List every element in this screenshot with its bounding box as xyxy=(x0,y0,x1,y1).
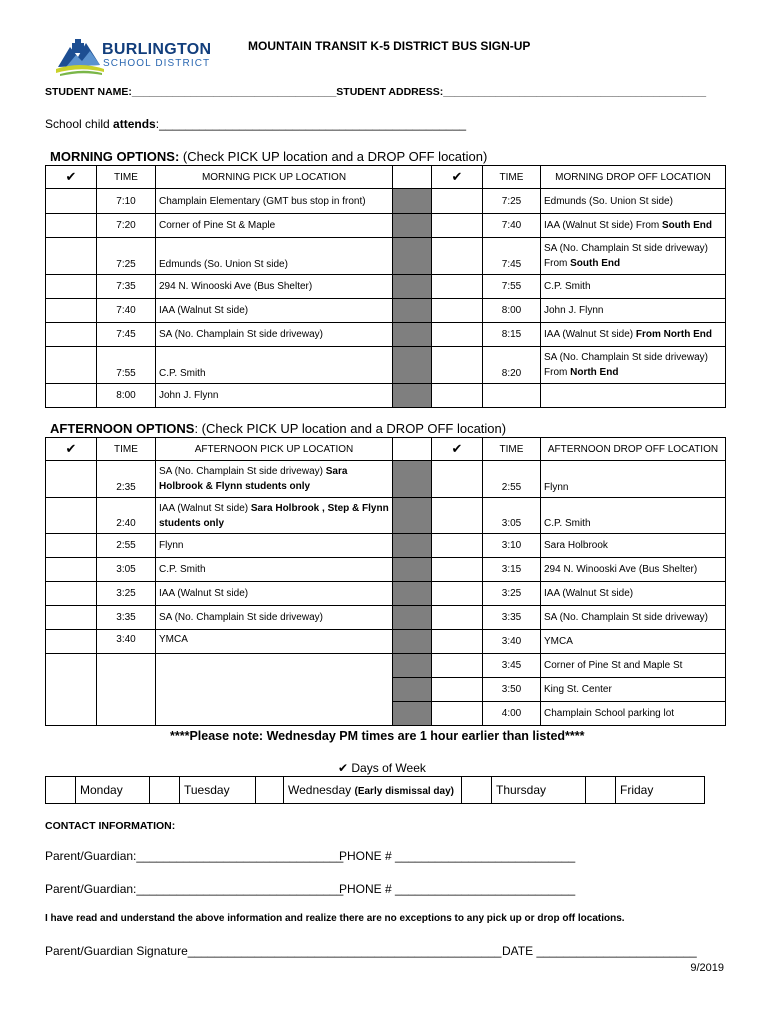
days-of-week-label: ✔ Days of Week xyxy=(338,761,426,775)
days-of-week-table xyxy=(45,776,705,804)
table-row xyxy=(46,189,726,214)
table-row xyxy=(46,654,726,678)
dropoff-time: 7:40 xyxy=(483,214,541,238)
logo-text-school-district: SCHOOL DISTRICT xyxy=(103,58,211,69)
pickup-time: 7:35 xyxy=(97,275,156,299)
dropoff-checkbox[interactable] xyxy=(432,384,483,408)
dropoff-time: 3:10 xyxy=(483,534,541,558)
tuesday-checkbox[interactable] xyxy=(150,777,180,804)
pickup-checkbox[interactable] xyxy=(46,299,97,323)
pickup-checkbox xyxy=(46,702,97,726)
table-row xyxy=(46,558,726,582)
table-row xyxy=(46,534,726,558)
pickup-location: Champlain Elementary (GMT bus stop in front) xyxy=(156,189,393,214)
pickup-location xyxy=(156,654,393,678)
signature-field[interactable]: Parent/Guardian Signature_______________________________________________ xyxy=(45,944,502,958)
pickup-location: C.P. Smith xyxy=(156,558,393,582)
afternoon-options-table xyxy=(45,437,726,726)
pickup-checkbox[interactable] xyxy=(46,275,97,299)
dropoff-location: IAA (Walnut St side) From North End xyxy=(541,323,726,347)
divider-cell xyxy=(393,702,432,726)
table-row xyxy=(46,238,726,275)
pickup-checkbox[interactable] xyxy=(46,347,97,384)
divider-cell xyxy=(393,534,432,558)
dropoff-checkbox[interactable] xyxy=(432,214,483,238)
divider-cell xyxy=(393,275,432,299)
divider-cell xyxy=(393,166,432,189)
student-name-address-line[interactable]: STUDENT NAME:___________________________________STUDENT ADDRESS:_____________________________________________ xyxy=(45,86,707,98)
pickup-time xyxy=(97,678,156,702)
pickup-time: 7:45 xyxy=(97,323,156,347)
pickup-checkbox[interactable] xyxy=(46,534,97,558)
pickup-location: Edmunds (So. Union St side) xyxy=(156,238,393,275)
morning-header-row xyxy=(46,166,726,189)
pickup-location: YMCA xyxy=(156,630,393,654)
dropoff-checkbox[interactable] xyxy=(432,323,483,347)
phone-field[interactable]: PHONE # ___________________________ xyxy=(339,849,576,863)
monday-checkbox[interactable] xyxy=(46,777,76,804)
time-header: TIME xyxy=(483,166,541,189)
divider-cell xyxy=(393,238,432,275)
time-header: TIME xyxy=(483,438,541,461)
pickup-checkbox[interactable] xyxy=(46,558,97,582)
pickup-time: 3:05 xyxy=(97,558,156,582)
dropoff-checkbox[interactable] xyxy=(432,678,483,702)
dropoff-location: 294 N. Winooski Ave (Bus Shelter) xyxy=(541,558,726,582)
dropoff-time: 8:15 xyxy=(483,323,541,347)
dropoff-checkbox[interactable] xyxy=(432,189,483,214)
dropoff-location: C.P. Smith xyxy=(541,275,726,299)
page-title: MOUNTAIN TRANSIT K-5 DISTRICT BUS SIGN-UP xyxy=(248,39,531,53)
divider-cell xyxy=(393,214,432,238)
pickup-checkbox[interactable] xyxy=(46,238,97,275)
phone-field[interactable]: PHONE # ___________________________ xyxy=(339,882,576,896)
afternoon-header-row xyxy=(46,438,726,461)
divider-cell xyxy=(393,189,432,214)
pickup-checkbox[interactable] xyxy=(46,323,97,347)
table-row xyxy=(46,275,726,299)
dropoff-checkbox[interactable] xyxy=(432,534,483,558)
dropoff-time: 2:55 xyxy=(483,461,541,498)
dropoff-checkbox[interactable] xyxy=(432,558,483,582)
table-row xyxy=(46,582,726,606)
dropoff-location: Edmunds (So. Union St side) xyxy=(541,189,726,214)
dropoff-time: 3:05 xyxy=(483,498,541,534)
divider-cell xyxy=(393,323,432,347)
pickup-location xyxy=(156,702,393,726)
dropoff-location: Sara Holbrook xyxy=(541,534,726,558)
pickup-time: 3:25 xyxy=(97,582,156,606)
dropoff-time: 4:00 xyxy=(483,702,541,726)
dropoff-checkbox[interactable] xyxy=(432,654,483,678)
divider-cell xyxy=(393,606,432,630)
dropoff-checkbox[interactable] xyxy=(432,461,483,498)
date-field[interactable]: DATE ________________________ xyxy=(502,944,697,958)
pickup-time: 2:55 xyxy=(97,534,156,558)
day-thursday: Thursday xyxy=(492,777,586,804)
day-wednesday: Wednesday (Early dismissal day) xyxy=(284,777,462,804)
table-row xyxy=(46,498,726,534)
day-monday: Monday xyxy=(76,777,150,804)
days-row xyxy=(46,777,705,804)
morning-options-table xyxy=(45,165,726,408)
dropoff-time xyxy=(483,384,541,408)
dropoff-location: Flynn xyxy=(541,461,726,498)
logo-text-burlington: BURLINGTON xyxy=(102,41,212,58)
morning-options-title: MORNING OPTIONS: (Check PICK UP location and a DROP OFF location) xyxy=(50,149,488,164)
dropoff-location: IAA (Walnut St side) xyxy=(541,582,726,606)
dropoff-location: IAA (Walnut St side) From South End xyxy=(541,214,726,238)
friday-checkbox[interactable] xyxy=(586,777,616,804)
dropoff-location: SA (No. Champlain St side driveway) xyxy=(541,606,726,630)
dropoff-checkbox[interactable] xyxy=(432,238,483,275)
divider-cell xyxy=(393,438,432,461)
pickup-time xyxy=(97,654,156,678)
dropoff-location: Corner of Pine St and Maple St xyxy=(541,654,726,678)
pickup-location xyxy=(156,678,393,702)
dropoff-time: 3:25 xyxy=(483,582,541,606)
pickup-checkbox[interactable] xyxy=(46,214,97,238)
dropoff-checkbox[interactable] xyxy=(432,702,483,726)
dropoff-time: 3:40 xyxy=(483,630,541,654)
dropoff-location: Champlain School parking lot xyxy=(541,702,726,726)
wednesday-note: ****Please note: Wednesday PM times are 1 hour earlier than listed**** xyxy=(170,729,585,743)
pickup-location: IAA (Walnut St side) xyxy=(156,299,393,323)
afternoon-options-title: AFTERNOON OPTIONS: (Check PICK UP location and a DROP OFF location) xyxy=(50,421,507,436)
pickup-time xyxy=(97,702,156,726)
thursday-checkbox[interactable] xyxy=(462,777,492,804)
pickup-time: 7:10 xyxy=(97,189,156,214)
school-attends-line[interactable]: School child attends:______________________________________________ xyxy=(45,117,467,131)
table-row xyxy=(46,347,726,384)
divider-cell xyxy=(393,498,432,534)
dropoff-checkbox[interactable] xyxy=(432,299,483,323)
dropoff-header: AFTERNOON DROP OFF LOCATION xyxy=(541,438,726,461)
parent-guardian-field[interactable]: Parent/Guardian:_______________________________ xyxy=(45,849,344,863)
pickup-header: AFTERNOON PICK UP LOCATION xyxy=(156,438,393,461)
divider-cell xyxy=(393,582,432,606)
parent-guardian-field[interactable]: Parent/Guardian:_______________________________ xyxy=(45,882,344,896)
dropoff-time: 7:25 xyxy=(483,189,541,214)
pickup-checkbox xyxy=(46,654,97,678)
time-header: TIME xyxy=(97,438,156,461)
divider-cell xyxy=(393,461,432,498)
pickup-location: C.P. Smith xyxy=(156,347,393,384)
pickup-checkbox[interactable] xyxy=(46,582,97,606)
district-logo xyxy=(56,37,212,77)
agreement-statement: I have read and understand the above information and realize there are no exceptions to any pick up or drop off locations. xyxy=(45,913,625,924)
dropoff-location: YMCA xyxy=(541,630,726,654)
pickup-time: 2:40 xyxy=(97,498,156,534)
table-row xyxy=(46,702,726,726)
pickup-time: 3:40 xyxy=(97,630,156,654)
table-row xyxy=(46,678,726,702)
dropoff-location: John J. Flynn xyxy=(541,299,726,323)
contact-information-title: CONTACT INFORMATION: xyxy=(45,820,176,832)
pickup-location: SA (No. Champlain St side driveway) xyxy=(156,323,393,347)
pickup-location: Flynn xyxy=(156,534,393,558)
pickup-header: MORNING PICK UP LOCATION xyxy=(156,166,393,189)
dropoff-checkbox[interactable] xyxy=(432,606,483,630)
pickup-checkbox[interactable] xyxy=(46,461,97,498)
divider-cell xyxy=(393,654,432,678)
pickup-time: 7:55 xyxy=(97,347,156,384)
pickup-location: SA (No. Champlain St side driveway) Sara Holbrook & Flynn students only xyxy=(156,461,393,498)
pickup-checkbox[interactable] xyxy=(46,498,97,534)
table-row xyxy=(46,384,726,408)
dropoff-time: 3:15 xyxy=(483,558,541,582)
dropoff-header: MORNING DROP OFF LOCATION xyxy=(541,166,726,189)
pickup-checkbox[interactable] xyxy=(46,189,97,214)
dropoff-time: 3:45 xyxy=(483,654,541,678)
divider-cell xyxy=(393,299,432,323)
pickup-location: 294 N. Winooski Ave (Bus Shelter) xyxy=(156,275,393,299)
dropoff-checkbox[interactable] xyxy=(432,275,483,299)
dropoff-time: 7:45 xyxy=(483,238,541,275)
dropoff-checkbox[interactable] xyxy=(432,347,483,384)
dropoff-checkbox[interactable] xyxy=(432,630,483,654)
dropoff-time: 3:50 xyxy=(483,678,541,702)
dropoff-location: C.P. Smith xyxy=(541,498,726,534)
divider-cell xyxy=(393,347,432,384)
pickup-time: 7:20 xyxy=(97,214,156,238)
pickup-time: 7:40 xyxy=(97,299,156,323)
pickup-location: IAA (Walnut St side) xyxy=(156,582,393,606)
dropoff-time: 3:35 xyxy=(483,606,541,630)
table-row xyxy=(46,323,726,347)
divider-cell xyxy=(393,558,432,582)
revision-date: 9/2019 xyxy=(690,962,724,974)
dropoff-time: 8:00 xyxy=(483,299,541,323)
pickup-checkbox xyxy=(46,678,97,702)
dropoff-location: King St. Center xyxy=(541,678,726,702)
table-row xyxy=(46,630,726,654)
pickup-location: Corner of Pine St & Maple xyxy=(156,214,393,238)
dropoff-location: SA (No. Champlain St side driveway) From North End xyxy=(541,347,726,384)
table-row xyxy=(46,299,726,323)
table-row xyxy=(46,461,726,498)
wednesday-checkbox[interactable] xyxy=(256,777,284,804)
pickup-checkbox[interactable] xyxy=(46,606,97,630)
dropoff-time: 7:55 xyxy=(483,275,541,299)
table-row xyxy=(46,214,726,238)
pickup-time: 7:25 xyxy=(97,238,156,275)
dropoff-time: 8:20 xyxy=(483,347,541,384)
time-header: TIME xyxy=(97,166,156,189)
district-logo-icon xyxy=(56,37,104,77)
check-header: ✔ xyxy=(46,438,97,461)
day-friday: Friday xyxy=(616,777,705,804)
pickup-checkbox[interactable] xyxy=(46,384,97,408)
pickup-location: SA (No. Champlain St side driveway) xyxy=(156,606,393,630)
check-header: ✔ xyxy=(432,438,483,461)
dropoff-location xyxy=(541,384,726,408)
pickup-time: 3:35 xyxy=(97,606,156,630)
pickup-checkbox[interactable] xyxy=(46,630,97,654)
check-header: ✔ xyxy=(46,166,97,189)
dropoff-checkbox[interactable] xyxy=(432,498,483,534)
pickup-location: John J. Flynn xyxy=(156,384,393,408)
table-row xyxy=(46,606,726,630)
pickup-location: IAA (Walnut St side) Sara Holbrook , Step & Flynn students only xyxy=(156,498,393,534)
pickup-time: 8:00 xyxy=(97,384,156,408)
divider-cell xyxy=(393,384,432,408)
divider-cell xyxy=(393,630,432,654)
divider-cell xyxy=(393,678,432,702)
dropoff-checkbox[interactable] xyxy=(432,582,483,606)
check-header: ✔ xyxy=(432,166,483,189)
day-tuesday: Tuesday xyxy=(180,777,256,804)
dropoff-location: SA (No. Champlain St side driveway) From South End xyxy=(541,238,726,275)
pickup-time: 2:35 xyxy=(97,461,156,498)
